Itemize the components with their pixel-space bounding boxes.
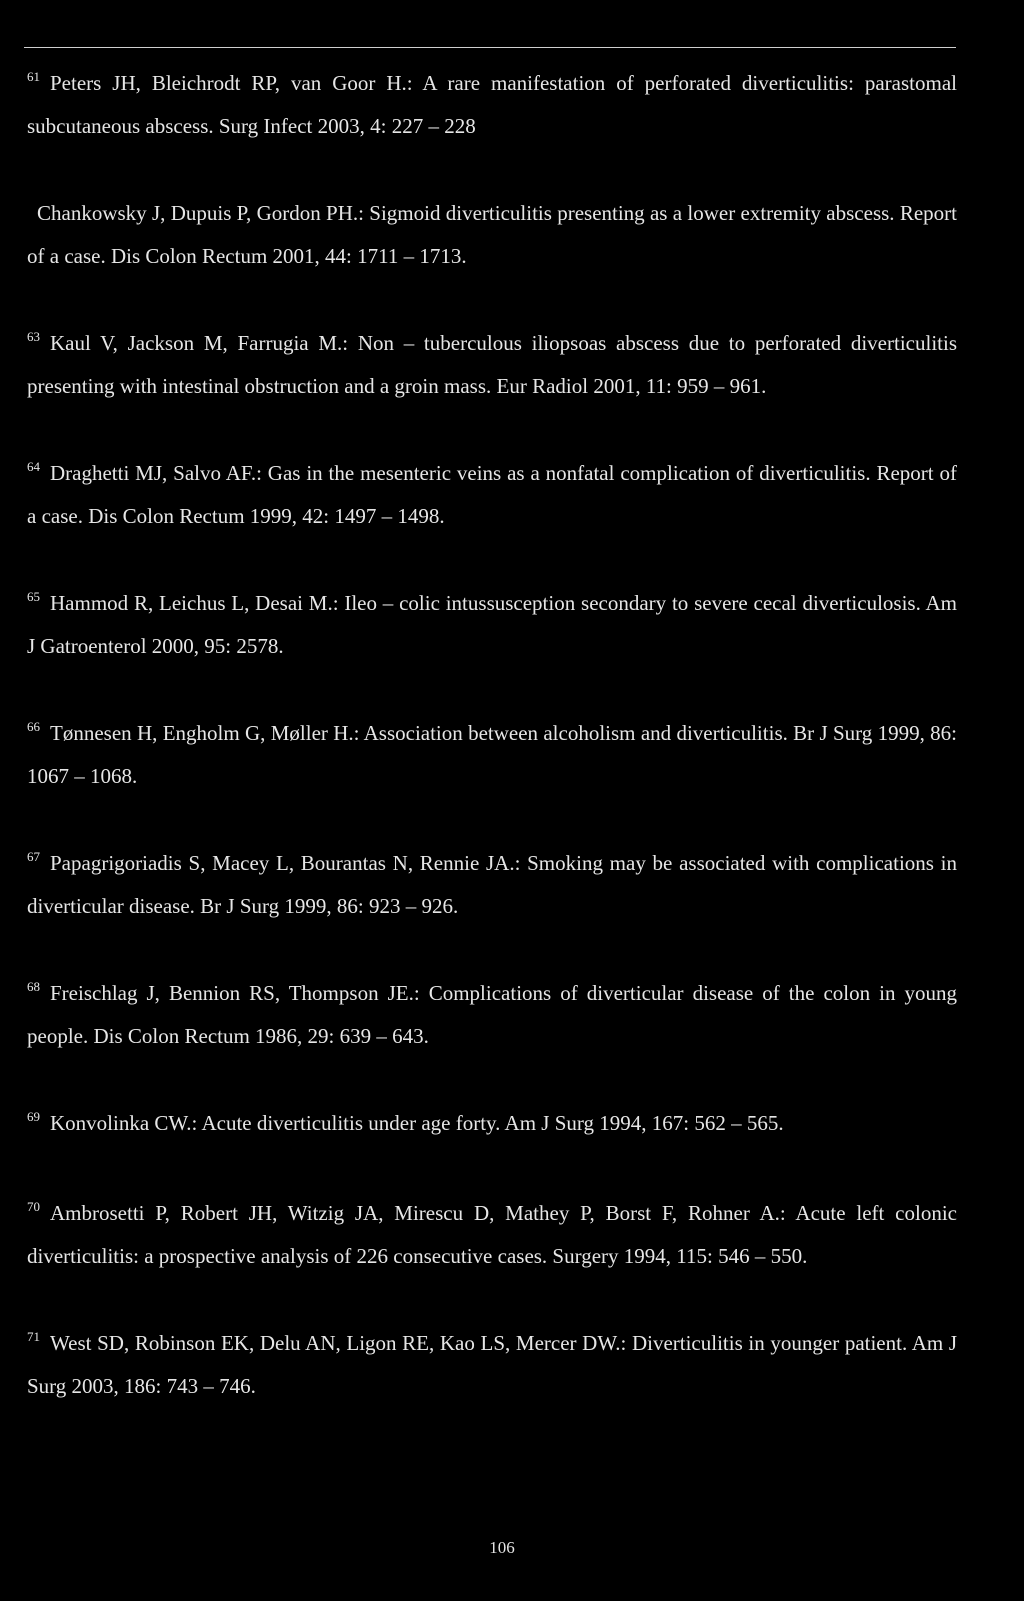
reference-66 <box>27 713 957 796</box>
reference-text: Papagrigoriadis S, Macey L, Bourantas N, Rennie JA.: Smoking may be associated with complications in diverticular disease. Br J Surg 1999, 86: 923 – 926. <box>27 851 957 918</box>
reference-64 <box>27 453 957 536</box>
reference-67 <box>27 843 957 926</box>
reference-text: Chankowsky J, Dupuis P, Gordon PH.: Sigmoid diverticulitis presenting as a lower extremity abscess. Report of a case. Dis Colon Rectum 2001, 44: 1711 – 1713. <box>27 201 957 268</box>
page-number: 106 <box>489 1538 515 1557</box>
reference-text: Hammod R, Leichus L, Desai M.: Ileo – colic intussusception secondary to severe cecal diverticulosis. Am J Gatroenterol 2000, 95: 2578. <box>27 591 957 658</box>
reference-text: West SD, Robinson EK, Delu AN, Ligon RE, Kao LS, Mercer DW.: Diverticulitis in younger patient. Am J Surg 2003, 186: 743 – 746. <box>27 1331 957 1398</box>
reference-number: 61 <box>27 69 40 84</box>
reference-number: 65 <box>27 589 40 604</box>
reference-61 <box>27 63 957 146</box>
reference-65 <box>27 583 957 666</box>
reference-text: Freischlag J, Bennion RS, Thompson JE.: Complications of diverticular disease of the colon in young people. Dis Colon Rectum 1986, 29: 639 – 643. <box>27 981 957 1048</box>
reference-text: Peters JH, Bleichrodt RP, van Goor H.: A rare manifestation of perforated diverticulitis: parastomal subcutaneous abscess. Surg Infect 2003, 4: 227 – 228 <box>27 71 957 138</box>
reference-70 <box>27 1193 957 1276</box>
top-rule <box>24 47 956 48</box>
reference-71 <box>27 1323 957 1406</box>
reference-text: Kaul V, Jackson M, Farrugia M.: Non – tuberculous iliopsoas abscess due to perforated diverticulitis presenting with intestinal obstruction and a groin mass. Eur Radiol 2001, 11: 959 – 961. <box>27 331 957 398</box>
reference-63 <box>27 323 957 406</box>
reference-number: 68 <box>27 979 40 994</box>
reference-number: 69 <box>27 1109 40 1124</box>
reference-text: Tønnesen H, Engholm G, Møller H.: Association between alcoholism and diverticulitis. Br J Surg 1999, 86: 1067 – 1068. <box>27 721 957 788</box>
reference-number: 64 <box>27 459 40 474</box>
reference-62 <box>27 193 957 276</box>
reference-text: Ambrosetti P, Robert JH, Witzig JA, Mirescu D, Mathey P, Borst F, Rohner A.: Acute left colonic diverticulitis: a prospective analysis of 226 consecutive cases. Surgery 1994, 115: 546 – 550. <box>27 1201 957 1268</box>
reference-number: 66 <box>27 719 40 734</box>
reference-number: 67 <box>27 849 40 864</box>
reference-68 <box>27 973 957 1056</box>
reference-text: Draghetti MJ, Salvo AF.: Gas in the mesenteric veins as a nonfatal complication of diverticulitis. Report of a case. Dis Colon Rectum 1999, 42: 1497 – 1498. <box>27 461 957 528</box>
reference-list <box>27 63 957 1453</box>
reference-text: Konvolinka CW.: Acute diverticulitis under age forty. Am J Surg 1994, 167: 562 – 565. <box>50 1111 784 1135</box>
reference-number: 70 <box>27 1199 40 1214</box>
reference-number: 63 <box>27 329 40 344</box>
reference-69 <box>27 1103 957 1146</box>
reference-number: 71 <box>27 1329 40 1344</box>
